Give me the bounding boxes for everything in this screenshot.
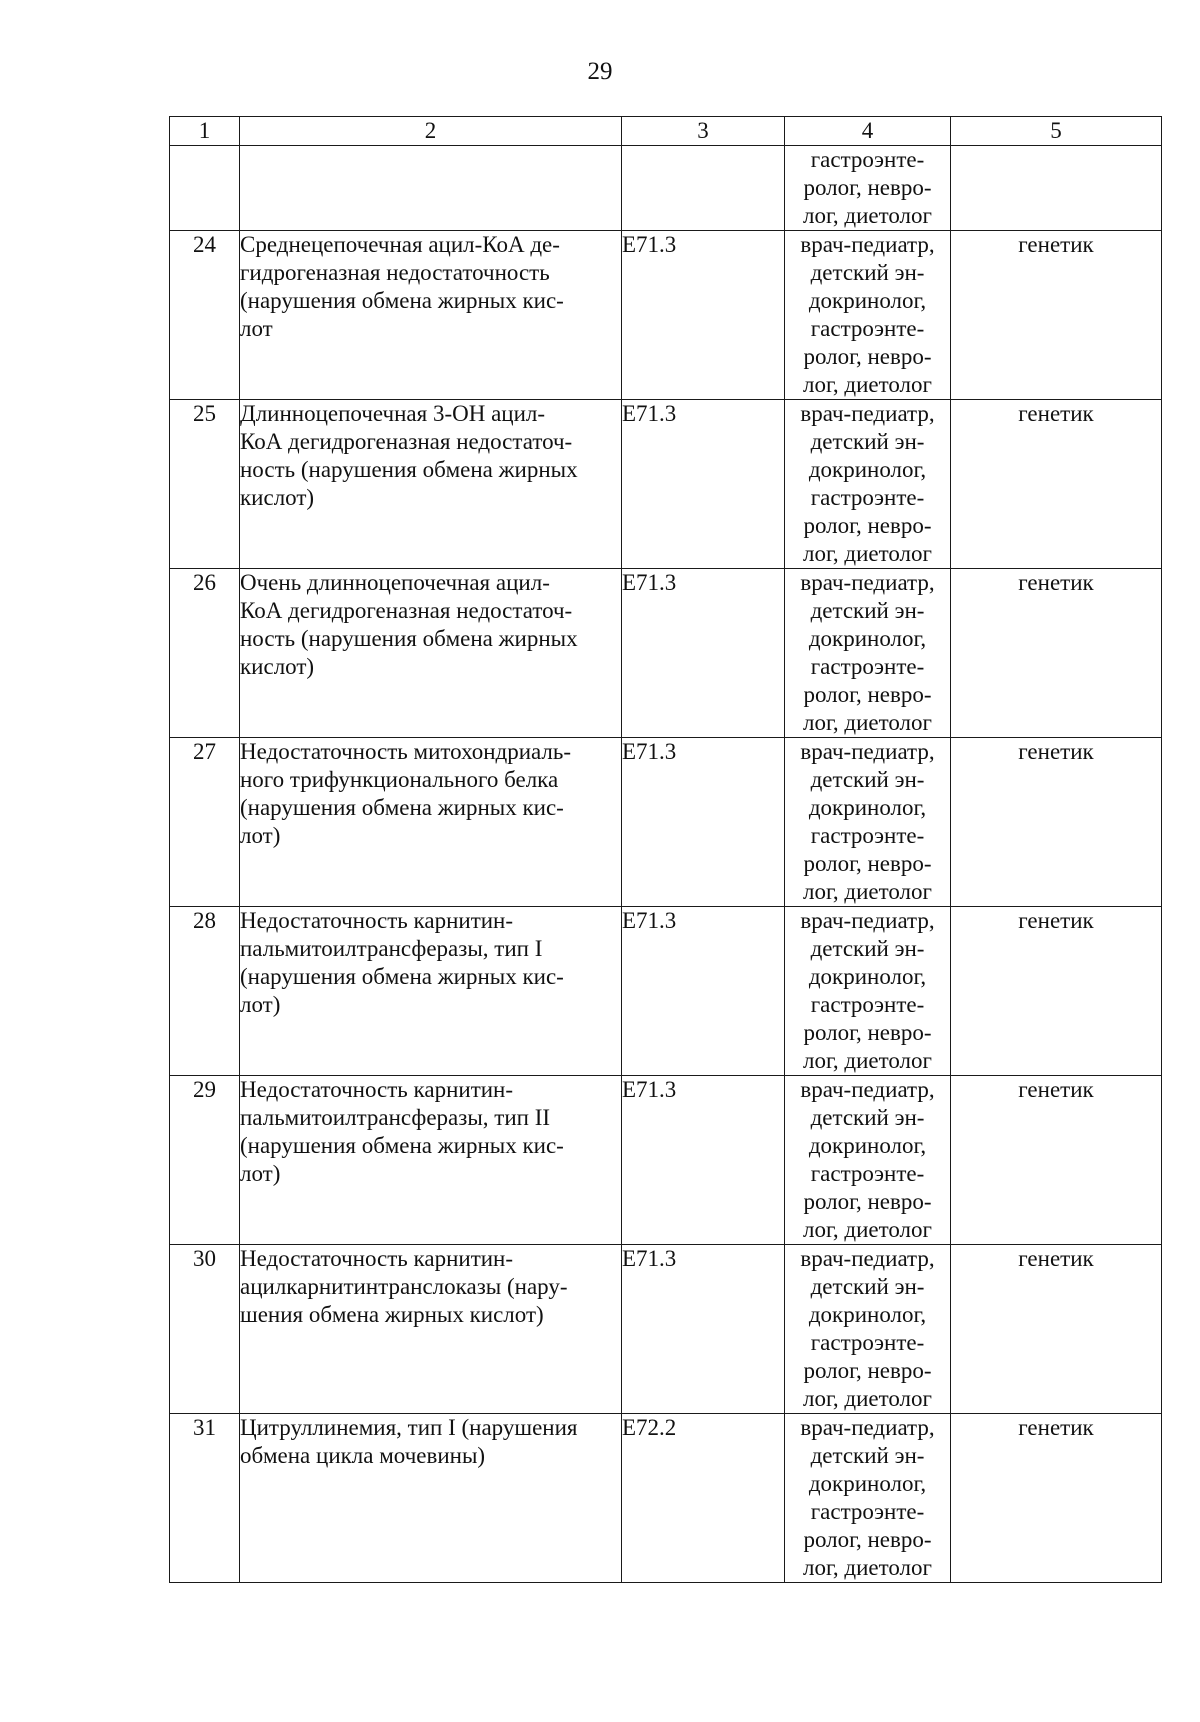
disease-name-cell [240, 907, 622, 1076]
specialist-line: врач-педиатр, [800, 908, 935, 933]
table-row [170, 738, 1162, 907]
disease-name-line: Недостаточность карнитин- [240, 1246, 514, 1271]
specialist-line: ролог, невро- [803, 1189, 932, 1214]
disease-name-line: обмена цикла мочевины) [240, 1443, 486, 1468]
row-number-cell: 26 [170, 569, 240, 738]
table-row [170, 569, 1162, 738]
specialists-cell [785, 738, 951, 907]
specialist-line: гастроэнте- [810, 1330, 925, 1355]
disease-name-line: (нарушения обмена жирных кис- [240, 288, 564, 313]
icd-code-cell: E71.3 [622, 400, 785, 569]
specialist-line: лог, диетолог [803, 710, 932, 735]
disease-name-line: лот) [240, 1161, 281, 1186]
header-row [170, 117, 1162, 146]
continuation-num-cell [170, 146, 240, 231]
disease-name-line: лот) [240, 992, 281, 1017]
specialist-line: лог, диетолог [803, 541, 932, 566]
disease-name-line: Среднецепочечная ацил-КоА де- [240, 232, 560, 257]
table-row [170, 907, 1162, 1076]
specialist-line: гастроэнте- [810, 316, 925, 341]
disease-name-line: КоА дегидрогеназная недостаточ- [240, 429, 573, 454]
disease-name-line: пальмитоилтрансферазы, тип II [240, 1105, 551, 1130]
disease-name-line: Длинноцепочечная 3-ОН ацил- [240, 401, 546, 426]
specialist-line: врач-педиатр, [800, 401, 935, 426]
specialist-line: лог, диетолог [803, 372, 932, 397]
specialist-line: лог, диетолог [803, 1217, 932, 1242]
disease-name-line: Цитруллинемия, тип I (нарушения [240, 1415, 578, 1440]
table-row [170, 1414, 1162, 1583]
continuation-row [170, 146, 1162, 231]
disease-name-line: шения обмена жирных кислот) [240, 1302, 544, 1327]
specialist-line: врач-педиатр, [800, 1246, 935, 1271]
row-number-cell: 25 [170, 400, 240, 569]
specialist-line: ролог, невро- [803, 175, 932, 200]
disease-name-line: кислот) [240, 654, 315, 679]
specialists-cell [785, 400, 951, 569]
header-cell-2: 2 [240, 117, 622, 146]
specialist-line: детский эн- [810, 598, 925, 623]
consultant-cell: генетик [951, 400, 1162, 569]
icd-code-cell: E71.3 [622, 231, 785, 400]
disease-name-line: ность (нарушения обмена жирных [240, 626, 578, 651]
consultant-cell: генетик [951, 569, 1162, 738]
disease-name-line: (нарушения обмена жирных кис- [240, 795, 564, 820]
specialist-line: гастроэнте- [810, 485, 925, 510]
disease-name-cell [240, 1414, 622, 1583]
specialist-line: детский эн- [810, 936, 925, 961]
table-row [170, 1076, 1162, 1245]
icd-code-cell: E71.3 [622, 907, 785, 1076]
icd-code-cell: E71.3 [622, 569, 785, 738]
specialist-line: детский эн- [810, 1105, 925, 1130]
consultant-cell: генетик [951, 231, 1162, 400]
disease-name-cell [240, 231, 622, 400]
table-row [170, 400, 1162, 569]
specialist-line: ролог, невро- [803, 851, 932, 876]
icd-code-cell: E71.3 [622, 738, 785, 907]
specialist-line: лог, диетолог [803, 879, 932, 904]
consultant-cell: генетик [951, 1245, 1162, 1414]
row-number-cell: 30 [170, 1245, 240, 1414]
disease-name-line: (нарушения обмена жирных кис- [240, 1133, 564, 1158]
specialist-line: детский эн- [810, 429, 925, 454]
specialist-line: ролог, невро- [803, 1358, 932, 1383]
consultant-cell: генетик [951, 738, 1162, 907]
disease-name-line: Недостаточность карнитин- [240, 908, 514, 933]
table-row [170, 1245, 1162, 1414]
disease-name-line: пальмитоилтрансферазы, тип I [240, 936, 543, 961]
row-number-cell: 29 [170, 1076, 240, 1245]
specialist-line: гастроэнте- [810, 992, 925, 1017]
specialist-line: докринолог, [808, 626, 927, 651]
specialist-line: детский эн- [810, 1443, 925, 1468]
specialist-line: ролог, невро- [803, 682, 932, 707]
specialists-cell [785, 1245, 951, 1414]
page-number: 29 [587, 58, 613, 85]
disease-name-line: Недостаточность митохондриаль- [240, 739, 572, 764]
specialist-line: ролог, невро- [803, 513, 932, 538]
specialist-line: гастроэнте- [810, 1161, 925, 1186]
continuation-name-cell [240, 146, 622, 231]
consultant-cell: генетик [951, 907, 1162, 1076]
specialist-line: гастроэнте- [810, 823, 925, 848]
specialist-line: врач-педиатр, [800, 1415, 935, 1440]
specialist-line: врач-педиатр, [800, 232, 935, 257]
specialists-cell [785, 231, 951, 400]
specialists-cell [785, 1076, 951, 1245]
specialist-line: докринолог, [808, 795, 927, 820]
disease-name-line: гидрогеназная недостаточность [240, 260, 550, 285]
specialist-line: гастроэнте- [810, 654, 925, 679]
specialist-line: докринолог, [808, 1133, 927, 1158]
specialist-line: докринолог, [808, 1471, 927, 1496]
specialist-line: гастроэнте- [810, 1499, 925, 1524]
disease-name-cell [240, 569, 622, 738]
table-row [170, 231, 1162, 400]
consultant-cell: генетик [951, 1414, 1162, 1583]
disease-name-line: ацилкарнитинтранслоказы (нару- [240, 1274, 568, 1299]
disease-name-line: лот) [240, 823, 281, 848]
disease-name-line: ность (нарушения обмена жирных [240, 457, 578, 482]
row-number-cell: 24 [170, 231, 240, 400]
header-cell-1: 1 [170, 117, 240, 146]
continuation-code-cell [622, 146, 785, 231]
specialist-line: детский эн- [810, 260, 925, 285]
specialist-line: врач-педиатр, [800, 1077, 935, 1102]
specialist-line: врач-педиатр, [800, 570, 935, 595]
specialist-line: лог, диетолог [803, 1386, 932, 1411]
specialist-line: лог, диетолог [803, 203, 932, 228]
specialist-line: докринолог, [808, 288, 927, 313]
specialist-line: лог, диетолог [803, 1555, 932, 1580]
disease-name-line: Недостаточность карнитин- [240, 1077, 514, 1102]
continuation-specialists-cell [785, 146, 951, 231]
disease-name-line: КоА дегидрогеназная недостаточ- [240, 598, 573, 623]
specialist-line: детский эн- [810, 1274, 925, 1299]
disease-name-line: Очень длинноцепочечная ацил- [240, 570, 550, 595]
specialist-line: детский эн- [810, 767, 925, 792]
icd-code-cell: E71.3 [622, 1076, 785, 1245]
disease-name-cell [240, 1076, 622, 1245]
header-cell-3: 3 [622, 117, 785, 146]
disease-name-line: кислот) [240, 485, 315, 510]
row-number-cell: 27 [170, 738, 240, 907]
disease-name-cell [240, 400, 622, 569]
specialist-line: ролог, невро- [803, 1020, 932, 1045]
disease-name-cell [240, 1245, 622, 1414]
header-cell-4: 4 [785, 117, 951, 146]
consultant-cell: генетик [951, 1076, 1162, 1245]
specialist-line: докринолог, [808, 964, 927, 989]
icd-code-cell: E71.3 [622, 1245, 785, 1414]
specialist-line: гастроэнте- [810, 147, 925, 172]
specialist-line: докринолог, [808, 1302, 927, 1327]
disease-table [169, 116, 1162, 1583]
disease-name-line: ного трифункционального белка [240, 767, 559, 792]
row-number-cell: 31 [170, 1414, 240, 1583]
row-number-cell: 28 [170, 907, 240, 1076]
specialist-line: лог, диетолог [803, 1048, 932, 1073]
specialist-line: ролог, невро- [803, 344, 932, 369]
header-cell-5: 5 [951, 117, 1162, 146]
specialists-cell [785, 907, 951, 1076]
specialist-line: ролог, невро- [803, 1527, 932, 1552]
disease-name-line: (нарушения обмена жирных кис- [240, 964, 564, 989]
disease-name-line: лот [240, 316, 273, 341]
specialist-line: докринолог, [808, 457, 927, 482]
icd-code-cell: E72.2 [622, 1414, 785, 1583]
specialists-cell [785, 1414, 951, 1583]
continuation-consultant-cell [951, 146, 1162, 231]
disease-name-cell [240, 738, 622, 907]
specialist-line: врач-педиатр, [800, 739, 935, 764]
specialists-cell [785, 569, 951, 738]
